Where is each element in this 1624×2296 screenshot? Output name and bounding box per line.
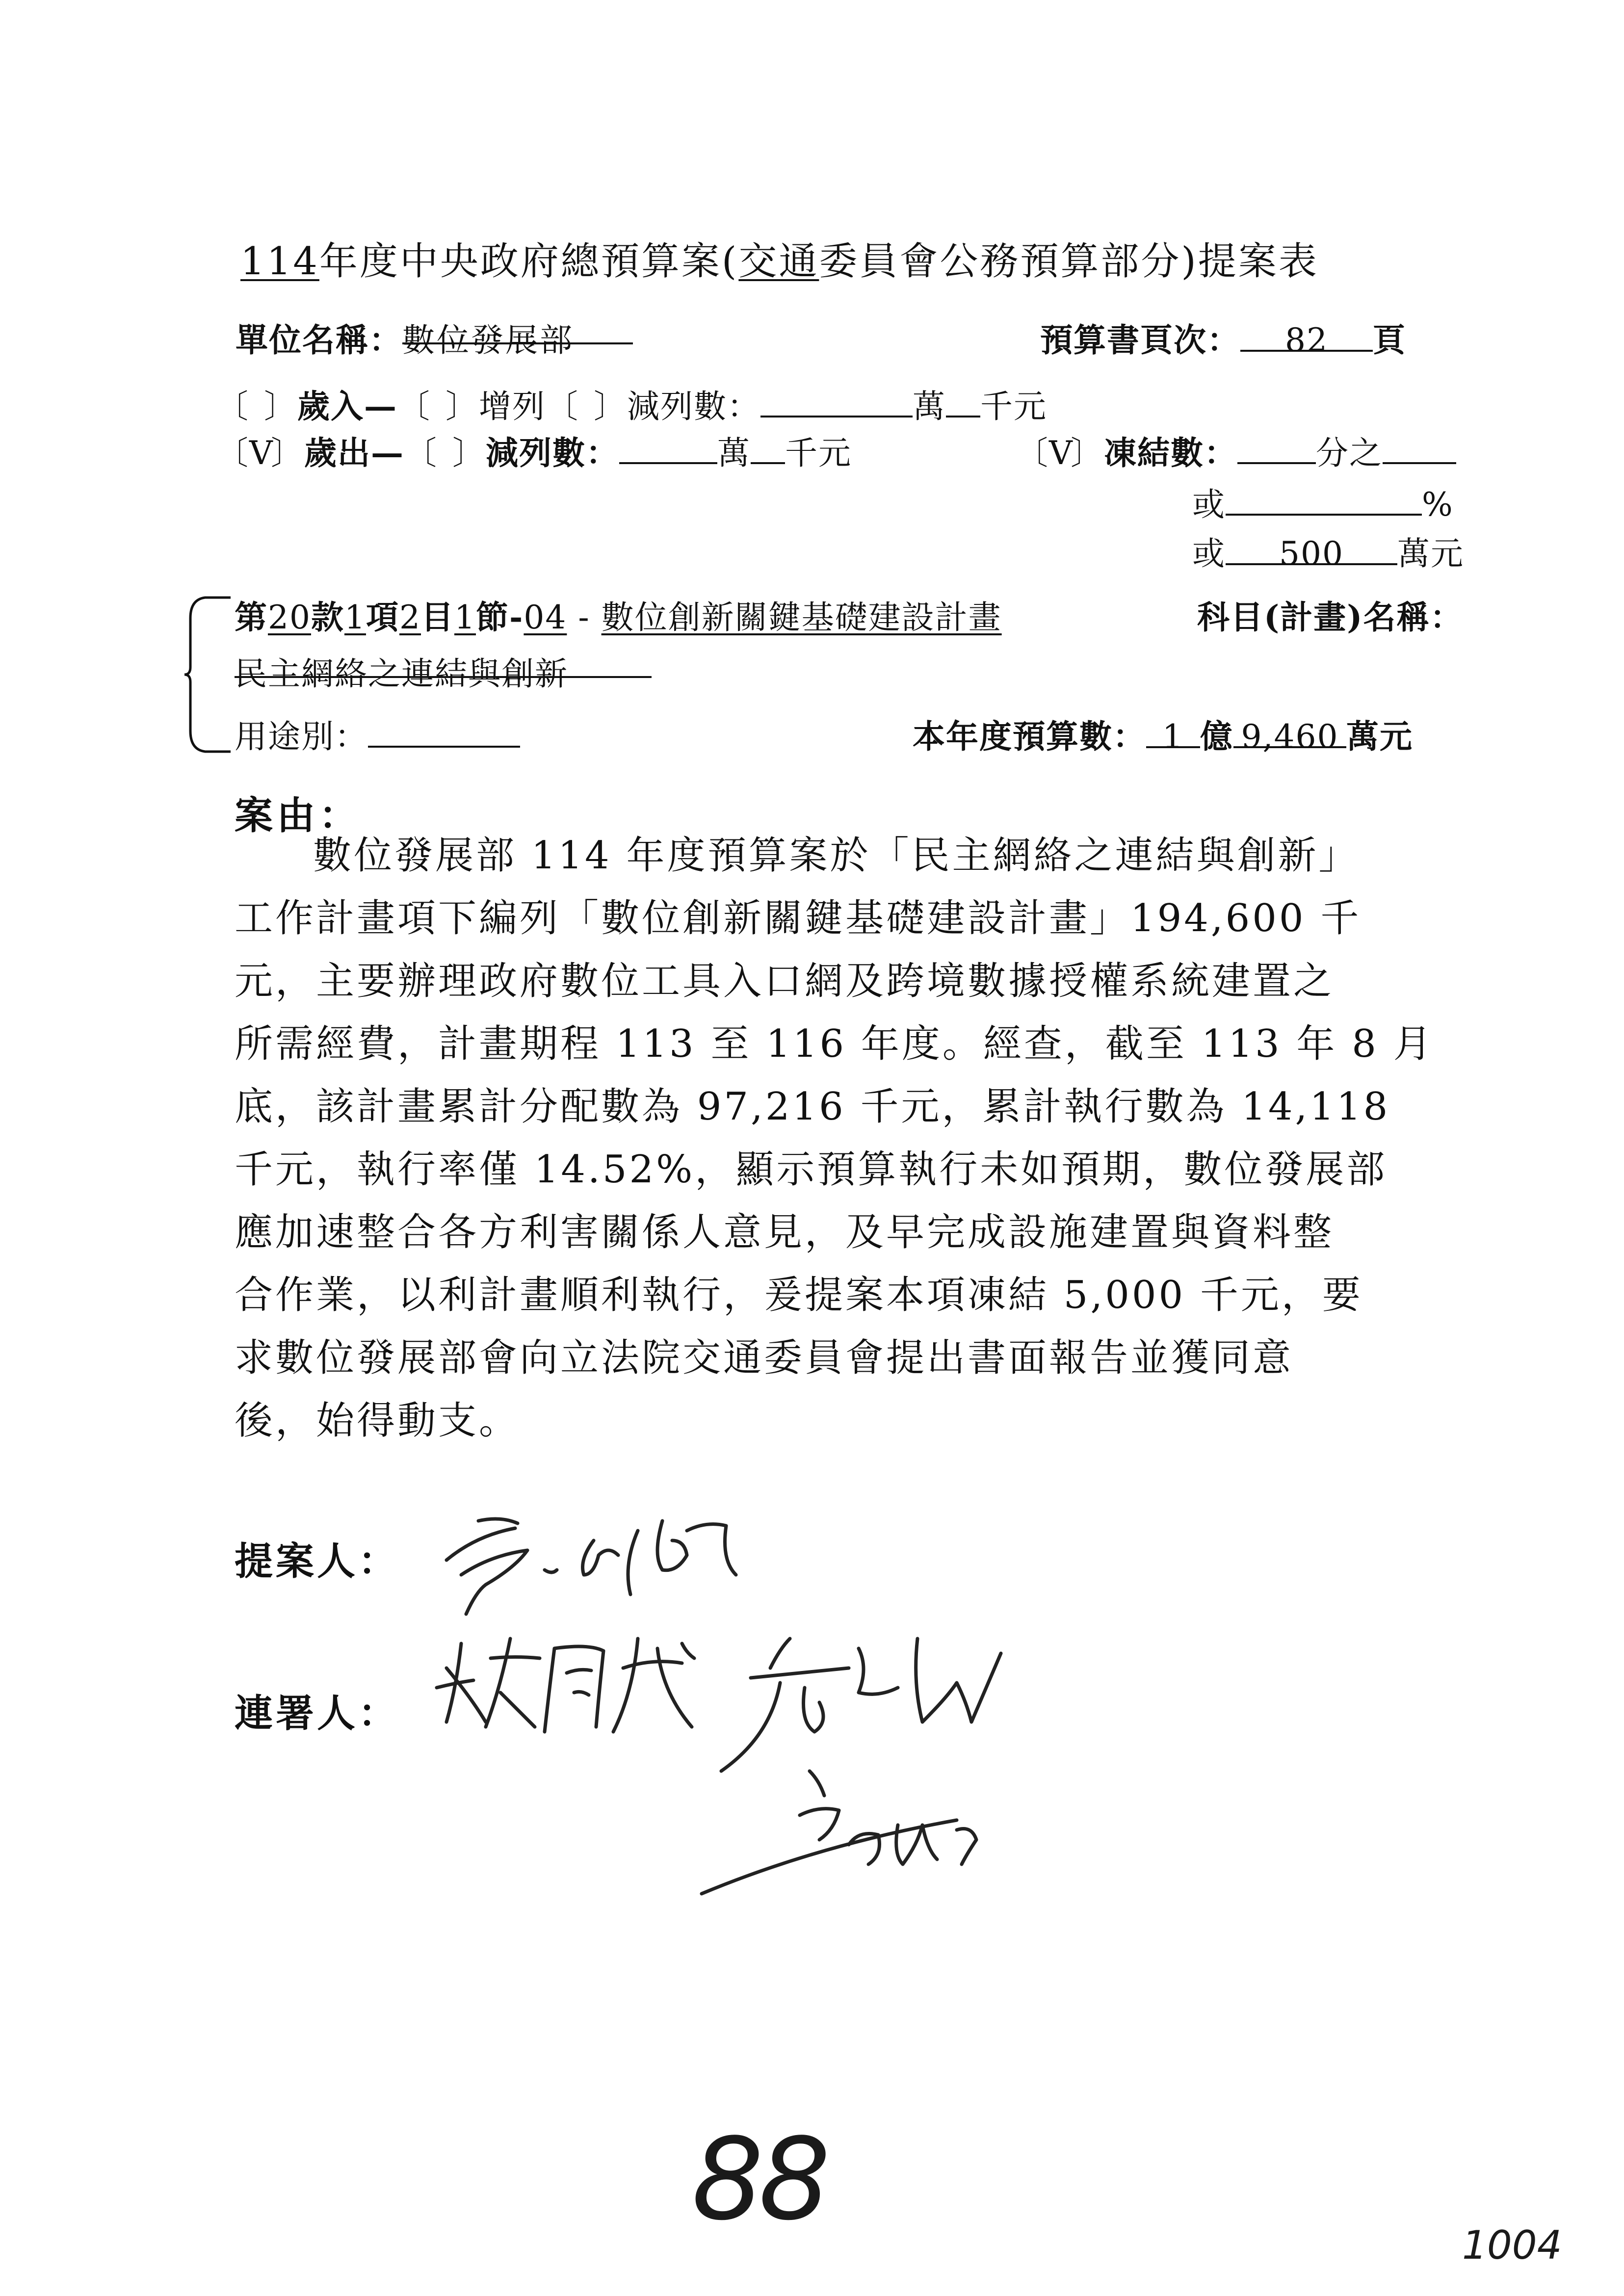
bracket-close: 〕 — [271, 434, 304, 472]
usage-blank — [368, 717, 520, 748]
reason-line: 求數位發展部會向立法院交通委員會提出書面報告並獲同意 — [235, 1336, 1294, 1380]
reason-line: 數位發展部 114 年度預算案於「民主網絡之連結與創新」 — [313, 834, 1360, 878]
page-ref-row — [1040, 314, 1406, 361]
bracket-open: 〔 — [404, 434, 438, 472]
kuan-number: 20 — [268, 599, 311, 636]
usage-label: 用途別： — [235, 718, 368, 756]
or-percent-row — [1192, 478, 1454, 525]
expense-unit-qian: 千元 — [785, 434, 852, 472]
reason-line: 應加速整合各方利害關係人意見，及早完成設施建置與資料整 — [235, 1210, 1335, 1254]
xiang-label: 項 — [366, 598, 399, 636]
budget-wan: 9,460 — [1233, 718, 1346, 748]
subject-label: 科目(計畫)名稱： — [1197, 598, 1464, 636]
reason-line: 千元，執行率僅 14.52%，顯示預算執行未如預期，數位發展部 — [235, 1148, 1388, 1192]
bracket-open: 〔 — [216, 388, 249, 425]
handwritten-corner-number: 1004 — [1462, 2222, 1562, 2268]
plan-name: 數位創新關鍵基礎建設計畫 — [601, 599, 1002, 636]
cut-label: 減列數： — [627, 388, 760, 425]
page-ref-suffix: 頁 — [1373, 321, 1406, 359]
reason-line: 底，該計畫累計分配數為 97,216 千元，累計執行數為 14,118 — [235, 1085, 1390, 1129]
reason-body — [235, 824, 1434, 1452]
jie-number: 1 — [454, 599, 476, 636]
item-dash: - — [567, 599, 602, 636]
budget-yi: 1 — [1146, 718, 1200, 748]
page-ref-label: 預算書頁次： — [1040, 321, 1240, 359]
freeze-amount: 500 — [1226, 535, 1397, 565]
title-committee: 交通 — [738, 239, 819, 284]
title-text-a: 年度中央政府總預算案( — [319, 239, 739, 284]
bracket-close: 〕 — [445, 388, 479, 425]
freeze-denominator-blank — [1237, 434, 1316, 464]
work-plan-row — [235, 648, 652, 693]
freeze-numerator-blank — [1383, 434, 1456, 464]
unit-name-row — [236, 314, 633, 361]
reason-line: 所需經費，計畫期程 113 至 116 年度。經查，截至 113 年 8 月 — [235, 1022, 1434, 1066]
revenue-label: 歲入— — [297, 387, 397, 425]
reason-line: 合作業，以利計畫順利執行，爰提案本項凍結 5,000 千元，要 — [235, 1273, 1363, 1317]
percent-unit: % — [1422, 486, 1454, 523]
revenue-unit-wan: 萬 — [913, 388, 946, 425]
revenue-row — [216, 380, 1047, 427]
expense-wan-blank — [619, 434, 717, 464]
expense-row — [216, 427, 852, 473]
revenue-qian-blank — [946, 387, 980, 417]
budget-row — [913, 710, 1413, 757]
left-brace — [182, 594, 236, 756]
bracket-open: 〔 — [397, 388, 431, 425]
budget-wan-unit: 萬元 — [1346, 717, 1413, 756]
freeze-label: 凍結數： — [1104, 434, 1237, 472]
reason-heading: 案由： — [235, 793, 362, 838]
title-text-b: 委員會公務預算部分)提案表 — [819, 239, 1319, 284]
bracket-open: 〔 — [546, 388, 579, 425]
bracket-close: 〕 — [594, 388, 627, 425]
freeze-row — [1016, 427, 1456, 473]
bracket-close: 〕 — [452, 434, 486, 472]
jie-code: 04 — [524, 599, 567, 636]
usage-row — [235, 710, 520, 757]
kuan-label: 款 — [311, 598, 344, 636]
unit-label: 單位名稱： — [236, 321, 402, 359]
page-ref-value: 82 — [1240, 321, 1373, 352]
or-label: 或 — [1192, 535, 1226, 573]
xiang-number: 1 — [344, 599, 366, 636]
reason-line: 元，主要辦理政府數位工具入口網及跨境數據授權系統建置之 — [235, 959, 1335, 1003]
bracket-open: 〔 — [1016, 434, 1049, 472]
bracket-close: 〕 — [1071, 434, 1104, 472]
or-label: 或 — [1192, 486, 1226, 523]
revenue-wan-blank — [760, 387, 913, 417]
expense-label: 歲出— — [304, 434, 404, 472]
unit-value: 數位發展部 — [402, 314, 633, 344]
fraction-label: 分之 — [1316, 434, 1383, 472]
percent-blank — [1226, 485, 1422, 516]
expense-qian-blank — [751, 434, 785, 464]
freeze-amount-unit: 萬元 — [1397, 535, 1464, 573]
revenue-unit-qian: 千元 — [980, 388, 1047, 425]
cosigner-label: 連署人： — [235, 1691, 400, 1736]
expense-check: V — [249, 434, 274, 472]
mu-label: 目 — [420, 598, 454, 636]
title-year: 114 — [240, 239, 319, 284]
budget-yi-unit: 億 — [1200, 717, 1233, 756]
budget-label: 本年度預算數： — [913, 717, 1146, 756]
mu-number: 2 — [399, 599, 421, 636]
bracket-open: 〔 — [216, 434, 249, 472]
item-row — [235, 591, 1002, 638]
or-amount-row — [1192, 527, 1464, 574]
expense-unit-wan: 萬 — [717, 434, 751, 472]
add-label: 增列 — [479, 388, 546, 425]
work-plan-name: 民主網絡之連結與創新 — [235, 648, 652, 678]
cut-label: 減列數： — [486, 434, 619, 472]
bracket-close: 〕 — [264, 388, 297, 425]
reason-line: 後，始得動支。 — [235, 1399, 520, 1443]
handwritten-page-number: 88 — [692, 2114, 826, 2245]
proposer-label: 提案人： — [235, 1539, 400, 1584]
cosigner-signatures — [427, 1609, 1163, 1913]
proposer-signature — [432, 1501, 814, 1619]
jie-label: 節- — [475, 598, 524, 636]
document-title — [240, 231, 1319, 286]
reason-line: 工作計畫項下編列「數位創新關鍵基礎建設計畫」194,600 千 — [235, 896, 1362, 940]
freeze-check: V — [1049, 434, 1074, 472]
kuan-prefix: 第 — [235, 598, 268, 636]
